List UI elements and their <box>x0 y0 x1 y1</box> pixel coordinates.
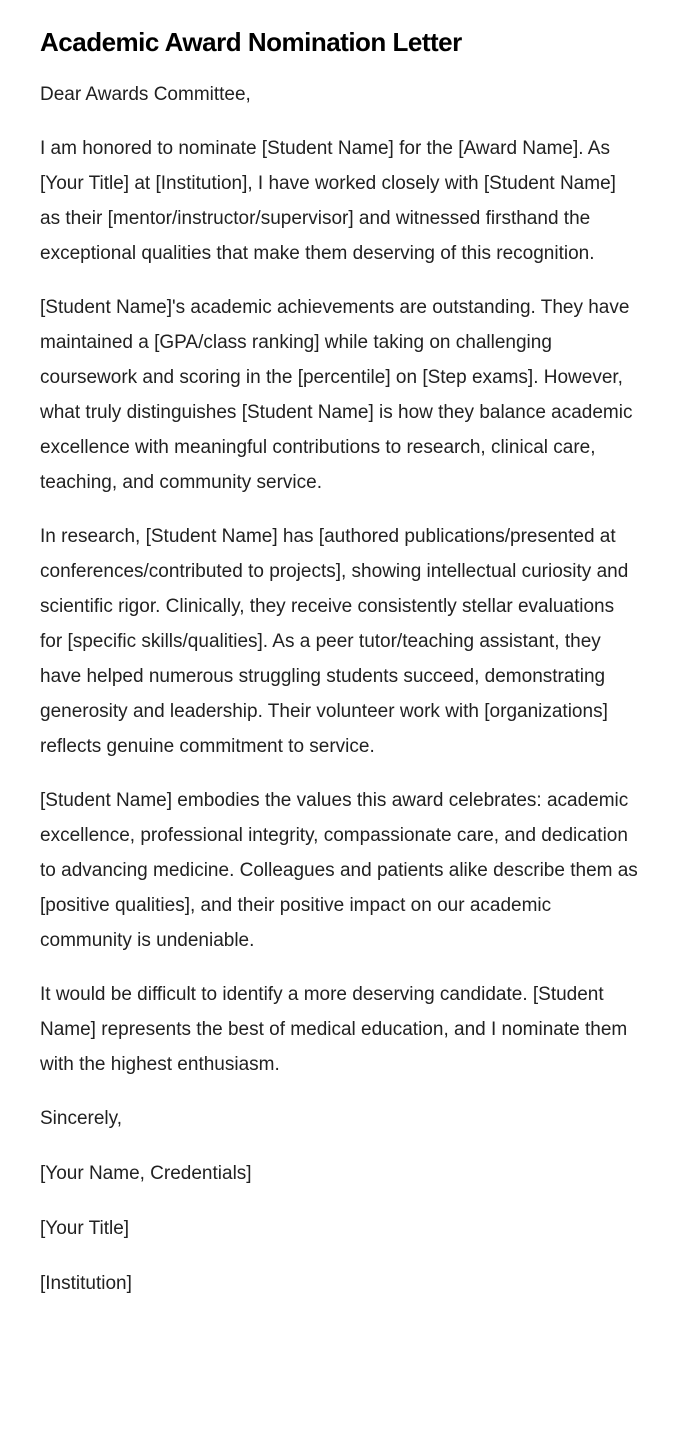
closing: Sincerely, <box>40 1107 123 1129</box>
salutation: Dear Awards Committee, <box>40 83 251 105</box>
letter-paragraph-academics: [Student Name]'s academic achievements are outstanding. They have maintained a [GPA/class ranking] while taking on challenging coursework and scoring in the [percentile] on [Step exams]. However, what truly distinguishes [Student Name] is how they balance academic excellence with meaningful contributions to research, clinical care, teaching, and community service. <box>40 296 633 493</box>
letter-paragraph-intro: I am honored to nominate [Student Name] for the [Award Name]. As [Your Title] at [Institution], I have worked closely with [Student Name] as their [mentor/instructor/supervisor] and witnessed firsthand the exceptional qualities that make them deserving of this recognition. <box>40 137 616 264</box>
signature-name: [Your Name, Credentials] <box>40 1162 252 1184</box>
signature-title: [Your Title] <box>40 1217 130 1239</box>
letter-paragraph-research: In research, [Student Name] has [authored publications/presented at conferences/contributed to projects], showing intellectual curiosity and scientific rigor. Clinically, they receive consistently stellar evaluations for [specific skills/qualities]. As a peer tutor/teaching assistant, they have helped numerous struggling students succeed, demonstrating generosity and leadership. Their volunteer work with [organizations] reflects genuine commitment to service. <box>40 525 629 757</box>
letter-paragraph-conclusion: It would be difficult to identify a more deserving candidate. [Student Name] represents the best of medical education, and I nominate them with the highest enthusiasm. <box>40 983 628 1075</box>
signature-institution: [Institution] <box>40 1272 132 1294</box>
letter-document <box>40 26 640 1301</box>
page-title: Academic Award Nomination Letter <box>40 27 462 57</box>
letter-paragraph-values: [Student Name] embodies the values this award celebrates: academic excellence, professional integrity, compassionate care, and dedication to advancing medicine. Colleagues and patients alike describe them as [positive qualities], and their positive impact on our academic community is undeniable. <box>40 789 638 951</box>
